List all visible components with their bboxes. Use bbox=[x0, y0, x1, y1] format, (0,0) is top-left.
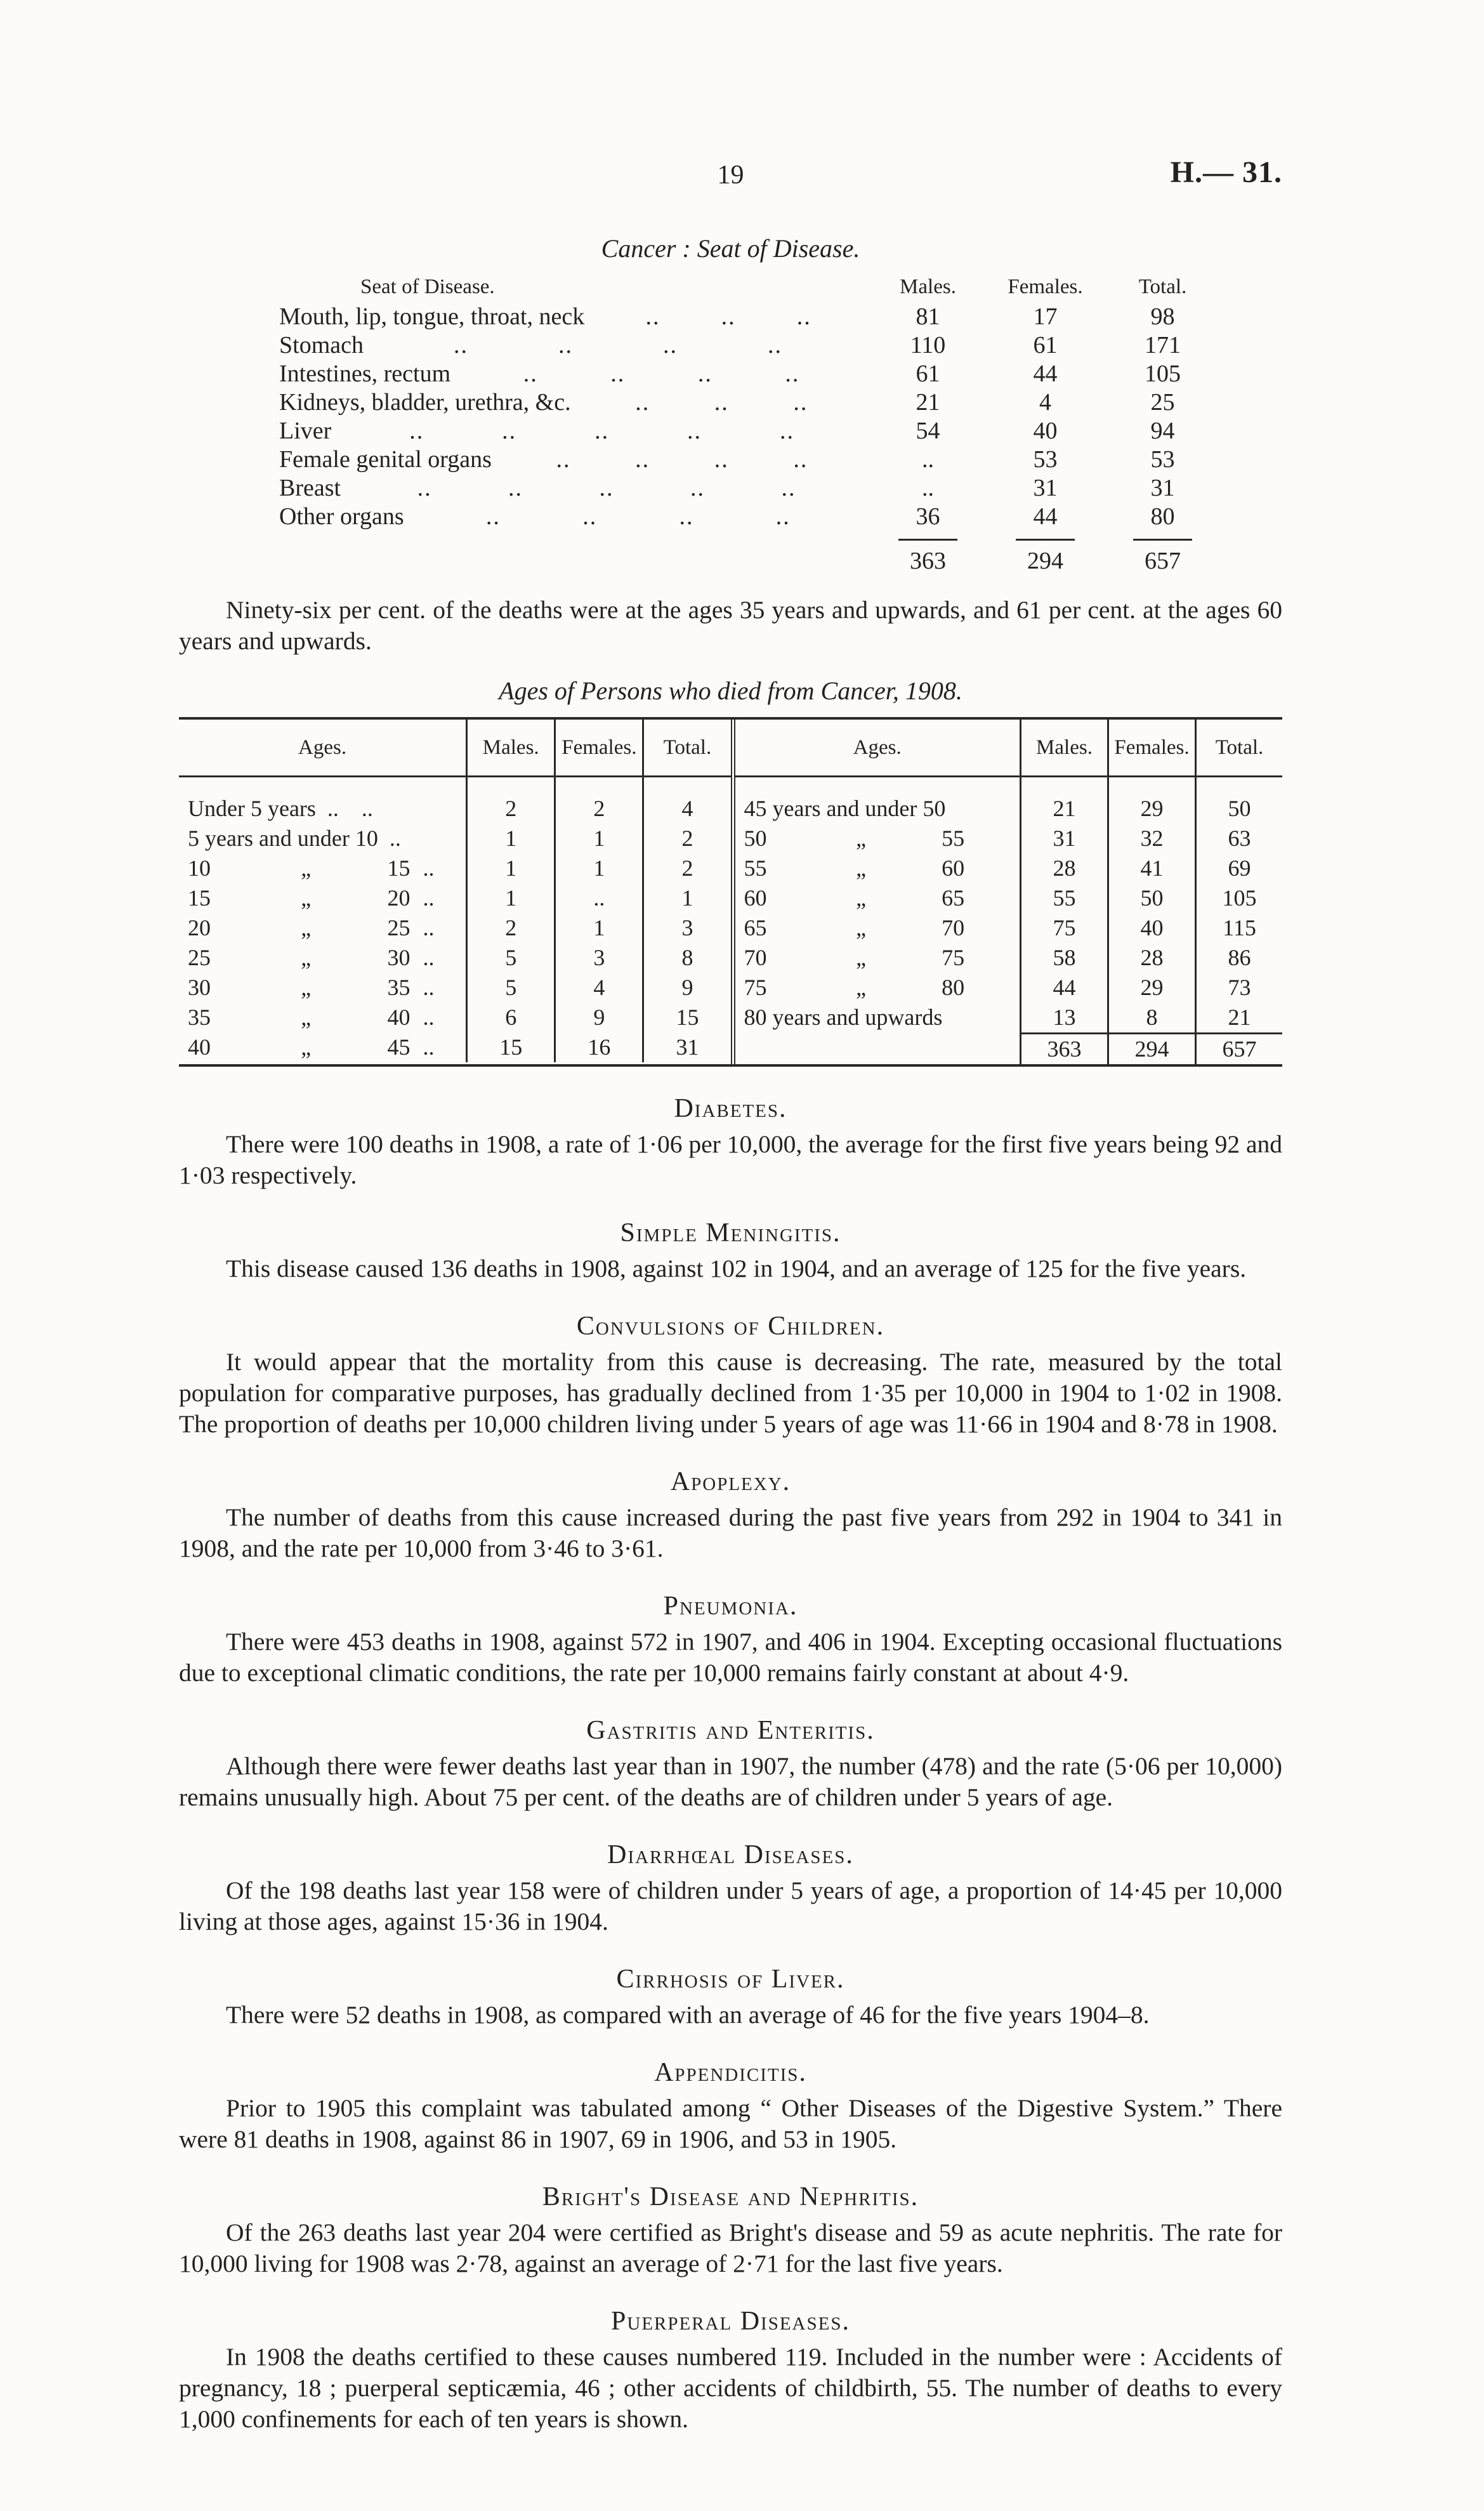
section-paragraph: There were 453 deaths in 1908, against 572 in 1907, and 406 in 1904. Excepting occasional fluctuations due to exceptional climatic conditions, the rate per 10,000 remains fairly constant at about 4·9. bbox=[179, 1628, 1282, 1687]
males-count: 55 bbox=[1020, 883, 1107, 913]
males-count: 6 bbox=[466, 1003, 554, 1032]
females-count: 16 bbox=[554, 1032, 642, 1062]
disease-section bbox=[179, 2306, 1282, 2435]
males-count: 110 bbox=[910, 332, 946, 359]
males-count: 2 bbox=[466, 777, 554, 824]
dot-leader: .. bbox=[767, 332, 782, 359]
ages-table-left-rows bbox=[179, 777, 731, 1062]
total-count: 105 bbox=[1195, 883, 1282, 913]
age-to: 45 bbox=[387, 1034, 410, 1060]
age-range-label bbox=[179, 943, 466, 973]
seat-of-disease-label: Stomach bbox=[279, 332, 364, 359]
age-to: 75 bbox=[942, 945, 965, 970]
ditto-mark: „ bbox=[856, 975, 867, 1000]
age-range-label bbox=[735, 1003, 1020, 1032]
females-count: 28 bbox=[1107, 943, 1195, 973]
total-count: 2 bbox=[642, 853, 730, 883]
males-count: 15 bbox=[466, 1032, 554, 1062]
ditto-mark: „ bbox=[301, 1005, 312, 1030]
females-count: 53 bbox=[1033, 446, 1058, 473]
dot-leader: .. bbox=[679, 503, 694, 530]
age-from: 65 bbox=[744, 915, 767, 940]
males-count: 21 bbox=[1020, 777, 1107, 824]
dot-leader: .. bbox=[662, 332, 678, 359]
dot-leader bbox=[964, 973, 1020, 1003]
dot-leader: .. bbox=[556, 446, 571, 473]
ages-table-row bbox=[179, 913, 731, 943]
dot-leader: .. bbox=[453, 332, 468, 359]
total-column-header: Total. bbox=[1138, 275, 1187, 298]
dot-leader: .. bbox=[417, 475, 432, 501]
males-total: 363 bbox=[898, 539, 957, 576]
seat-table-row bbox=[279, 417, 1218, 445]
ages-table-row bbox=[735, 943, 1283, 973]
section-heading: Simple Meningitis. bbox=[620, 1218, 841, 1248]
section-heading: Pneumonia. bbox=[663, 1592, 798, 1621]
age-to: 80 bbox=[942, 975, 965, 1000]
females-count: 32 bbox=[1107, 824, 1195, 853]
age-range-label bbox=[735, 1032, 1020, 1064]
age-range-label bbox=[735, 824, 1020, 853]
age-range-text: 80 years and upwards bbox=[744, 1005, 943, 1030]
section-paragraph: The number of deaths from this cause increased during the past five years from 292 in 1904 to 341 in 1908, and the rate per 10,000 from 3·46 to 3·61. bbox=[179, 1503, 1282, 1562]
dot-leader: .. bbox=[721, 303, 736, 330]
age-from: 35 bbox=[188, 1005, 211, 1030]
females-column-header: Females. bbox=[554, 720, 642, 775]
dot-leader: .. bbox=[687, 418, 702, 444]
total-count: 4 bbox=[642, 777, 730, 824]
seat-of-disease-label: Mouth, lip, tongue, throat, neck bbox=[279, 303, 585, 330]
males-count: 1 bbox=[466, 883, 554, 913]
total-count: 3 bbox=[642, 913, 730, 943]
ages-table-row bbox=[179, 883, 731, 913]
seat-table-row bbox=[279, 303, 1218, 331]
ages-of-persons-table bbox=[179, 717, 1282, 1067]
seat-of-disease-label: Female genital organs bbox=[279, 446, 492, 473]
total-column-header: Total. bbox=[1195, 720, 1282, 775]
ages-table-left-half bbox=[179, 720, 731, 1064]
ditto-mark: „ bbox=[856, 945, 867, 970]
age-from: 25 bbox=[188, 945, 211, 970]
ages-table-row bbox=[179, 973, 731, 1003]
disease-section bbox=[179, 2182, 1282, 2279]
ages-table-row bbox=[179, 1003, 731, 1032]
disease-section bbox=[179, 1591, 1282, 1689]
disease-section bbox=[179, 1715, 1282, 1813]
total-count: 171 bbox=[1145, 332, 1181, 359]
seat-table-row bbox=[279, 445, 1218, 474]
dot-leader bbox=[964, 913, 1020, 943]
females-column-header: Females. bbox=[1008, 275, 1083, 298]
section-heading: Appendicitis. bbox=[654, 2058, 807, 2087]
seat-table-totals-row bbox=[279, 539, 1218, 576]
seat-table-row bbox=[279, 388, 1218, 417]
ditto-mark: „ bbox=[856, 855, 867, 881]
total-count: 86 bbox=[1195, 943, 1282, 973]
males-count: .. bbox=[922, 446, 934, 473]
disease-section bbox=[179, 1964, 1282, 2031]
age-to: 35 bbox=[387, 975, 410, 1000]
seat-of-disease-label: Kidneys, bladder, urethra, &c. bbox=[279, 389, 571, 416]
ages-summary-paragraph: Ninety-six per cent. of the deaths were at the ages 35 years and upwards, and 61 per cent. at the ages 60 years and upwards. bbox=[179, 596, 1282, 655]
dot-leaders bbox=[584, 303, 872, 331]
ages-table-row bbox=[179, 943, 731, 973]
age-range-label bbox=[179, 777, 466, 824]
females-count: 44 bbox=[1033, 503, 1058, 530]
dot-leader: .. bbox=[423, 1005, 435, 1030]
seat-table-rows bbox=[279, 303, 1218, 531]
dot-leader: .. bbox=[502, 418, 517, 444]
age-range-label bbox=[179, 1003, 466, 1032]
dot-leader: .. bbox=[635, 446, 650, 473]
females-total-cell bbox=[983, 539, 1107, 576]
females-count: .. bbox=[554, 883, 642, 913]
dot-leader: .. bbox=[793, 446, 808, 473]
age-from: 55 bbox=[744, 855, 767, 881]
grand-total-cell bbox=[1107, 539, 1218, 576]
ages-column-header: Ages. bbox=[298, 735, 347, 759]
males-count: 5 bbox=[466, 943, 554, 973]
seat-of-disease-label: Liver bbox=[279, 418, 332, 444]
grand-total: 657 bbox=[1133, 539, 1192, 576]
dot-leader: .. bbox=[423, 1034, 435, 1060]
dot-leader: .. bbox=[779, 418, 794, 444]
females-count: 31 bbox=[1033, 475, 1058, 501]
males-count: 2 bbox=[466, 913, 554, 943]
age-to: 15 bbox=[387, 855, 410, 881]
females-count: 4 bbox=[1039, 389, 1051, 416]
age-range-label bbox=[735, 943, 1020, 973]
females-count: 1 bbox=[554, 824, 642, 853]
section-paragraph: Of the 263 deaths last year 204 were certified as Bright's disease and 59 as acute nephritis. The rate for 10,000 living for 1908 was 2·78, against an average of 2·71 for the last five years. bbox=[179, 2218, 1282, 2277]
dot-leader bbox=[964, 824, 1020, 853]
total-count: 73 bbox=[1195, 973, 1282, 1003]
males-column-header: Males. bbox=[900, 275, 956, 298]
seat-of-disease-label: Breast bbox=[279, 475, 341, 501]
age-from: 10 bbox=[188, 855, 211, 881]
ages-table-right-half bbox=[731, 720, 1283, 1064]
seat-table-row bbox=[279, 331, 1218, 360]
females-count: 40 bbox=[1033, 418, 1058, 444]
age-to: 55 bbox=[942, 826, 965, 851]
dot-leader: .. bbox=[714, 446, 729, 473]
dot-leader: .. bbox=[594, 418, 610, 444]
ages-column-header: Ages. bbox=[853, 735, 902, 759]
ditto-mark: „ bbox=[301, 915, 312, 940]
ages-table-row bbox=[735, 1003, 1283, 1032]
section-paragraph: This disease caused 136 deaths in 1908, against 102 in 1904, and an average of 125 for the five years. bbox=[226, 1255, 1247, 1282]
total-count: 53 bbox=[1150, 446, 1175, 473]
section-paragraph: There were 52 deaths in 1908, as compared with an average of 46 for the five years 1904–8. bbox=[226, 2001, 1150, 2029]
seat-of-disease-label: Other organs bbox=[279, 503, 404, 530]
dot-leader: .. bbox=[785, 360, 800, 387]
ditto-mark: „ bbox=[856, 826, 867, 851]
total-count: 31 bbox=[1150, 475, 1175, 501]
dot-leader: .. bbox=[582, 503, 598, 530]
dot-leader: .. bbox=[508, 475, 523, 501]
dot-leader: .. bbox=[793, 389, 808, 416]
males-count: 31 bbox=[1020, 824, 1107, 853]
dot-leader: .. bbox=[558, 332, 573, 359]
disease-section bbox=[179, 1218, 1282, 1284]
males-count: 1 bbox=[466, 824, 554, 853]
dot-leader: .. bbox=[610, 360, 626, 387]
total-count: 8 bbox=[642, 943, 730, 973]
total-count: 69 bbox=[1195, 853, 1282, 883]
age-range-label bbox=[179, 824, 466, 853]
ditto-mark: „ bbox=[856, 915, 867, 940]
age-to: 30 bbox=[387, 945, 410, 970]
section-paragraph: Of the 198 deaths last year 158 were of children under 5 years of age, a proportion of 14·45 per 10,000 living at those ages, against 15·36 in 1904. bbox=[179, 1876, 1282, 1935]
age-from: 15 bbox=[188, 885, 211, 911]
dot-leader: .. bbox=[523, 360, 538, 387]
ages-table-row bbox=[179, 824, 731, 853]
section-heading: Bright's Disease and Nephritis. bbox=[542, 2182, 919, 2211]
age-from: 30 bbox=[188, 975, 211, 1000]
total-count: 2 bbox=[642, 824, 730, 853]
dot-leader: .. bbox=[781, 475, 796, 501]
females-count: 9 bbox=[554, 1003, 642, 1032]
dot-leader: .. bbox=[796, 303, 811, 330]
ditto-mark: „ bbox=[301, 1034, 312, 1060]
section-heading: Diarrhœal Diseases. bbox=[607, 1840, 854, 1869]
total-count: 94 bbox=[1150, 418, 1175, 444]
ditto-mark: „ bbox=[301, 975, 312, 1000]
age-to: 60 bbox=[942, 855, 965, 881]
dot-leaders bbox=[331, 417, 872, 445]
total-count: 50 bbox=[1195, 777, 1282, 824]
age-to: 70 bbox=[942, 915, 965, 940]
females-column-header: Females. bbox=[1107, 720, 1195, 775]
dot-leaders bbox=[404, 503, 872, 531]
section-paragraph: There were 100 deaths in 1908, a rate of 1·06 per 10,000, the average for the first five years being 92 and 1·03 respectively. bbox=[179, 1130, 1282, 1189]
dot-leader: .. bbox=[485, 503, 501, 530]
age-range-text: Under 5 years .. .. bbox=[188, 796, 373, 821]
age-from: 60 bbox=[744, 885, 767, 911]
page-header bbox=[179, 155, 1282, 204]
ages-table-row bbox=[735, 883, 1283, 913]
ages-table-row bbox=[179, 777, 731, 824]
males-column-header: Males. bbox=[466, 720, 554, 775]
section-heading: Apoplexy. bbox=[670, 1467, 791, 1496]
ages-table-row bbox=[735, 853, 1283, 883]
seat-of-disease-column-header: Seat of Disease. bbox=[360, 275, 495, 298]
age-range-text: 5 years and under 10 .. bbox=[188, 826, 401, 851]
females-count: 17 bbox=[1033, 303, 1058, 330]
age-range-label bbox=[735, 973, 1020, 1003]
total-column-header: Total. bbox=[642, 720, 730, 775]
dot-leaders bbox=[364, 331, 872, 360]
females-count: 40 bbox=[1107, 913, 1195, 943]
dot-leader: .. bbox=[423, 975, 435, 1000]
age-to: 40 bbox=[387, 1005, 410, 1030]
dot-leader: .. bbox=[423, 945, 435, 970]
section-heading: Puerperal Diseases. bbox=[611, 2307, 850, 2336]
section-paragraph: It would appear that the mortality from this cause is decreasing. The rate, measured by the total population for comparative purposes, has gradually declined from 1·35 per 10,000 in 1904 to 1·02 in 1908. The proportion of deaths per 10,000 children living under 5 years of age was 11·66 in 1904 and 8·78 in 1908. bbox=[179, 1348, 1282, 1438]
age-range-label bbox=[179, 973, 466, 1003]
seat-table-header-row bbox=[279, 274, 1218, 300]
females-count: 29 bbox=[1107, 973, 1195, 1003]
males-count: 28 bbox=[1020, 853, 1107, 883]
males-count: 363 bbox=[1020, 1032, 1107, 1064]
dot-leaders bbox=[341, 474, 872, 503]
dot-leader: .. bbox=[775, 503, 791, 530]
males-count: 61 bbox=[916, 360, 940, 387]
ditto-mark: „ bbox=[856, 885, 867, 911]
males-count: 75 bbox=[1020, 913, 1107, 943]
age-range-label bbox=[735, 913, 1020, 943]
cancer-seat-of-disease-table bbox=[279, 274, 1218, 576]
disease-section bbox=[179, 2057, 1282, 2155]
age-to: 20 bbox=[387, 885, 410, 911]
age-range-label bbox=[735, 777, 1020, 824]
males-count: 5 bbox=[466, 973, 554, 1003]
seat-table-row bbox=[279, 360, 1218, 388]
age-from: 50 bbox=[744, 826, 767, 851]
dot-leader: .. bbox=[690, 475, 706, 501]
dot-leaders bbox=[492, 445, 872, 474]
females-count: 8 bbox=[1107, 1003, 1195, 1032]
dot-leader: .. bbox=[645, 303, 660, 330]
ages-table-right-rows bbox=[735, 777, 1283, 1064]
females-count: 29 bbox=[1107, 777, 1195, 824]
age-range-label bbox=[179, 883, 466, 913]
females-count: 61 bbox=[1033, 332, 1058, 359]
disease-section bbox=[179, 1311, 1282, 1440]
ages-table-row bbox=[735, 777, 1283, 824]
disease-section bbox=[179, 1466, 1282, 1564]
seat-of-disease-label: Intestines, rectum bbox=[279, 360, 451, 387]
age-to: 65 bbox=[942, 885, 965, 911]
males-count: 1 bbox=[466, 853, 554, 883]
ditto-mark: „ bbox=[301, 945, 312, 970]
age-from: 20 bbox=[188, 915, 211, 940]
dot-leader: .. bbox=[409, 418, 424, 444]
total-count: 25 bbox=[1150, 389, 1175, 416]
dot-leader: .. bbox=[714, 389, 729, 416]
disease-section bbox=[179, 1840, 1282, 1937]
ages-table-row bbox=[179, 1032, 731, 1062]
section-paragraph: Although there were fewer deaths last year than in 1907, the number (478) and the rate (5·06 per 10,000) remains unusually high. About 75 per cent. of the deaths are of children under 5 years of age. bbox=[179, 1752, 1282, 1811]
females-count: 4 bbox=[554, 973, 642, 1003]
age-range-label bbox=[179, 1032, 466, 1062]
males-total-cell bbox=[872, 539, 983, 576]
section-heading: Cirrhosis of Liver. bbox=[616, 1965, 845, 1994]
age-from: 70 bbox=[744, 945, 767, 970]
section-paragraph: In 1908 the deaths certified to these causes numbered 119. Included in the number were : Accidents of pregnancy, 18 ; puerperal septicæmia, 46 ; other accidents of childbirth, 55. The number of deaths to every 1,000 confinements for each of ten years is shown. bbox=[179, 2343, 1282, 2433]
total-count: 9 bbox=[642, 973, 730, 1003]
ages-table-row bbox=[735, 913, 1283, 943]
disease-section bbox=[179, 1093, 1282, 1191]
total-count: 105 bbox=[1145, 360, 1181, 387]
ditto-mark: „ bbox=[301, 885, 312, 911]
age-from: 75 bbox=[744, 975, 767, 1000]
dot-leader: .. bbox=[423, 885, 435, 911]
total-count: 98 bbox=[1150, 303, 1175, 330]
females-count: 44 bbox=[1033, 360, 1058, 387]
ages-table-row bbox=[735, 973, 1283, 1003]
total-count: 15 bbox=[642, 1003, 730, 1032]
ages-table-row bbox=[179, 853, 731, 883]
males-count: 58 bbox=[1020, 943, 1107, 973]
section-paragraph: Prior to 1905 this complaint was tabulated among “ Other Diseases of the Digestive System.” There were 81 deaths in 1908, against 86 in 1907, 69 in 1906, and 53 in 1905. bbox=[179, 2094, 1282, 2153]
ages-table-row bbox=[735, 824, 1283, 853]
males-count: 81 bbox=[916, 303, 940, 330]
section-heading: Diabetes. bbox=[674, 1094, 787, 1123]
total-count: 80 bbox=[1150, 503, 1175, 530]
males-count: 13 bbox=[1020, 1003, 1107, 1032]
dot-leader: .. bbox=[635, 389, 650, 416]
females-count: 1 bbox=[554, 913, 642, 943]
total-count: 115 bbox=[1195, 913, 1282, 943]
dot-leader bbox=[964, 883, 1020, 913]
disease-sections bbox=[179, 1093, 1282, 2435]
males-count: 21 bbox=[916, 389, 940, 416]
ages-table-caption: Ages of Persons who died from Cancer, 1908. bbox=[499, 676, 962, 705]
total-count: 21 bbox=[1195, 1003, 1282, 1032]
age-range-text: 45 years and under 50 bbox=[744, 796, 946, 821]
age-range-label bbox=[735, 883, 1020, 913]
dot-leader bbox=[964, 943, 1020, 973]
females-count: 50 bbox=[1107, 883, 1195, 913]
dot-leader: .. bbox=[599, 475, 614, 501]
section-heading: Gastritis and Enteritis. bbox=[586, 1716, 875, 1745]
females-count: 1 bbox=[554, 853, 642, 883]
dot-leaders bbox=[571, 388, 872, 417]
section-heading: Convulsions of Children. bbox=[576, 1312, 885, 1341]
females-count: 3 bbox=[554, 943, 642, 973]
dot-leaders bbox=[450, 360, 872, 388]
total-count: 1 bbox=[642, 883, 730, 913]
ages-table-totals-row bbox=[735, 1032, 1283, 1064]
total-count: 63 bbox=[1195, 824, 1282, 853]
ditto-mark: „ bbox=[301, 855, 312, 881]
dot-leader: .. bbox=[697, 360, 712, 387]
dot-leader: .. bbox=[423, 915, 435, 940]
seat-table-caption: Cancer : Seat of Disease. bbox=[601, 234, 860, 263]
page-number: 19 bbox=[717, 161, 744, 190]
males-count: 36 bbox=[916, 503, 940, 530]
females-total: 294 bbox=[1016, 539, 1075, 576]
total-count: 31 bbox=[642, 1032, 730, 1062]
females-count: 2 bbox=[554, 777, 642, 824]
males-count: .. bbox=[922, 475, 934, 501]
females-count: 41 bbox=[1107, 853, 1195, 883]
seat-table-row bbox=[279, 503, 1218, 531]
age-from: 40 bbox=[188, 1034, 211, 1060]
age-range-label bbox=[179, 853, 466, 883]
age-to: 25 bbox=[387, 915, 410, 940]
ages-table-left-header-row bbox=[179, 720, 731, 777]
ages-table-right-header-row bbox=[735, 720, 1283, 777]
females-count: 294 bbox=[1107, 1032, 1195, 1064]
males-count: 44 bbox=[1020, 973, 1107, 1003]
males-column-header: Males. bbox=[1020, 720, 1107, 775]
seat-table-row bbox=[279, 474, 1218, 503]
age-range-label bbox=[179, 913, 466, 943]
total-count: 657 bbox=[1195, 1032, 1282, 1064]
males-count: 54 bbox=[916, 418, 940, 444]
dot-leader: .. bbox=[423, 855, 435, 881]
document-reference: H.— 31. bbox=[1170, 155, 1282, 189]
dot-leader bbox=[964, 853, 1020, 883]
age-range-label bbox=[735, 853, 1020, 883]
